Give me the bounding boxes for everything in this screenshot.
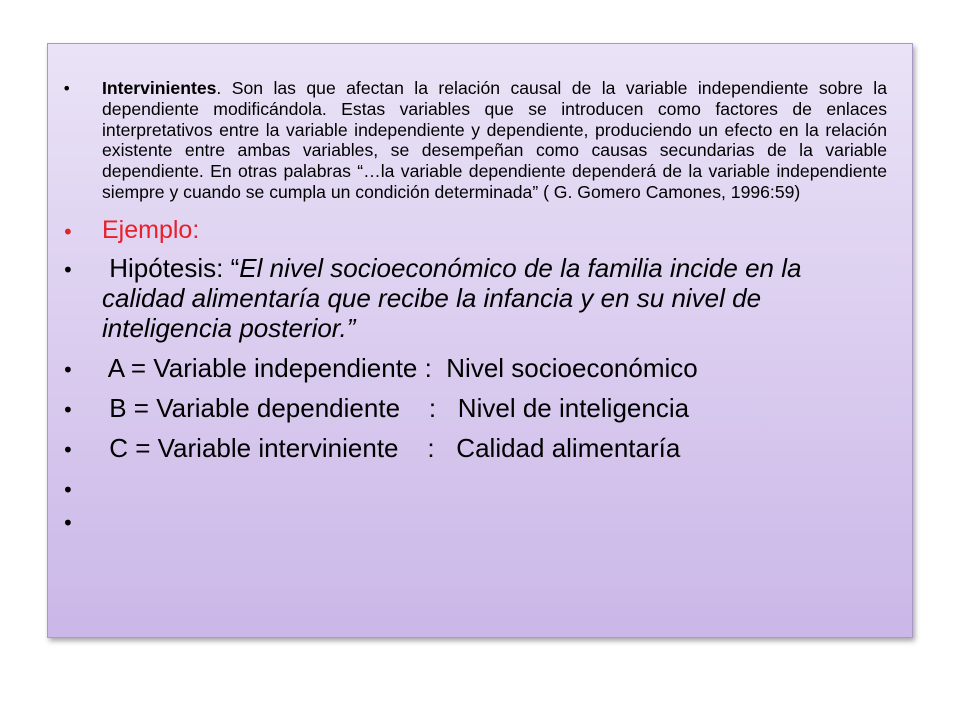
empty-bullet (62, 506, 887, 536)
definition-text: . Son las que afectan la relación causal de la variable independiente sobre la dependiente modificándola. Estas variables que se introducen como factores de enlaces interpretativos entre la variable independiente y dependiente, produciendo un efecto en la relación existente entre ambas variables, se desempeñan como causas secundarias de la variable dependiente. En otras palabras “…la variable dependiente dependerá de la variable independiente siempre y cuando se cumpla un condición determinada” ( G. Gomero Camones, 1996:59) (102, 78, 887, 202)
bullet-icon: • (62, 357, 74, 382)
bullet-intervinientes (62, 78, 887, 203)
bullet-variable-a (62, 353, 887, 383)
bullet-icon: • (62, 437, 74, 462)
example-label: Ejemplo: (102, 215, 200, 244)
bullet-example (62, 215, 887, 245)
variable-b-text: B = Variable dependiente : Nivel de inteligencia (102, 392, 690, 423)
term-intervinientes: Intervinientes (102, 78, 217, 98)
variable-c-text: C = Variable interviniente : Calidad alimentaría (102, 432, 681, 463)
bullet-variable-b (62, 393, 887, 423)
bullet-icon: • (62, 397, 74, 422)
bullet-icon: • (62, 219, 74, 244)
bullet-variable-c (62, 433, 887, 463)
empty-bullet (62, 473, 887, 503)
bullet-icon: • (62, 79, 72, 98)
hypothesis-text: El nivel socioeconómico de la familia incide en la calidad alimentaría que recibe la infancia y en su nivel de inteligencia posterior.” (102, 252, 802, 343)
variable-a-text: A = Variable independiente : Nivel socioeconómico (102, 352, 698, 383)
bullet-hypothesis (62, 253, 887, 343)
bullet-icon: • (62, 477, 74, 502)
hypothesis-prefix: Hipótesis: “ (102, 252, 240, 283)
bullet-list (62, 78, 887, 536)
content-box (47, 43, 913, 638)
bullet-icon: • (62, 510, 74, 535)
bullet-icon: • (62, 257, 74, 282)
